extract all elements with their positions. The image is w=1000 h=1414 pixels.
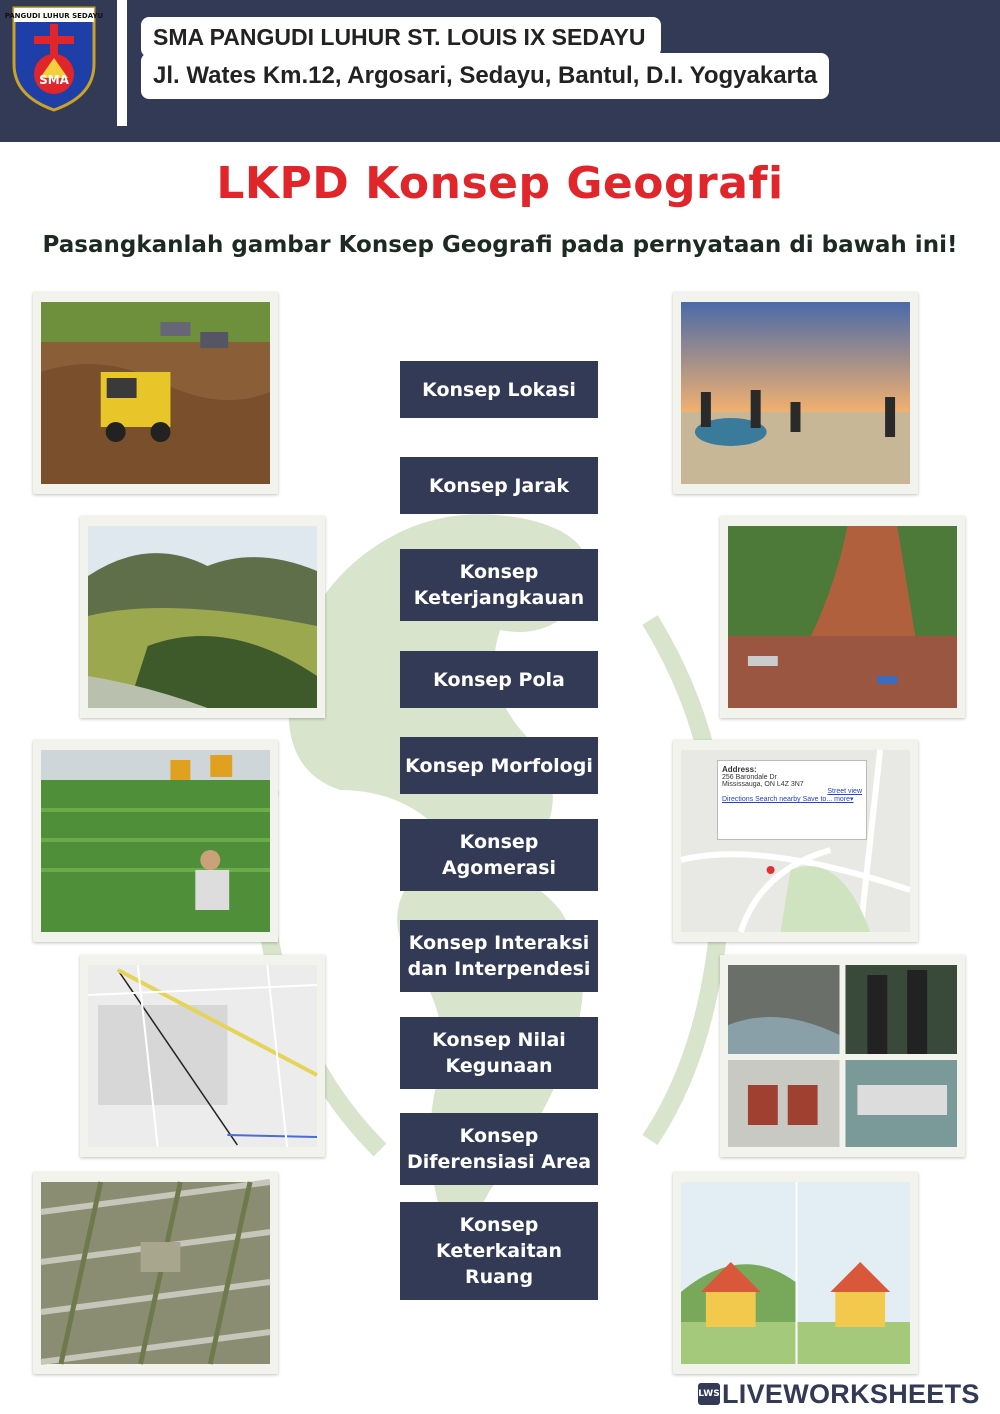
concept-keterjangkauan-button[interactable]: Konsep Keterjangkauan: [400, 549, 598, 621]
header-divider: [117, 0, 127, 126]
concept-interaksi-button[interactable]: Konsep Interaksi dan Interpendesi: [400, 920, 598, 992]
concept-aglomerasi-button[interactable]: Konsep Agomerasi: [400, 819, 598, 891]
concept-nilai-kegunaan-button[interactable]: Konsep Nilai Kegunaan: [400, 1017, 598, 1089]
logo-center-text: SMA: [39, 73, 69, 87]
concept-jarak-button[interactable]: Konsep Jarak: [400, 457, 598, 514]
map-address-card: [717, 760, 867, 840]
photo-aerial-housing[interactable]: [33, 1172, 278, 1374]
photo-landslide[interactable]: [720, 516, 965, 718]
map-card-line2: Mississauga, ON L4Z 3N7: [722, 781, 804, 788]
map-search-nearby-link[interactable]: Search nearby: [755, 796, 801, 803]
photo-google-map[interactable]: [673, 740, 918, 942]
photo-beach-fishermen[interactable]: [673, 292, 918, 494]
map-directions-link[interactable]: Directions: [722, 796, 754, 803]
header-banner: [0, 0, 1000, 142]
photo-mountain-valley[interactable]: [80, 516, 325, 718]
map-card-line1: 256 Barondale Dr: [722, 774, 777, 781]
instruction-text: Pasangkanlah gambar Konsep Geografi pada pernyataan di bawah ini!: [42, 232, 958, 258]
photo-house-illustration[interactable]: [673, 1172, 918, 1374]
page-title: LKPD Konsep Geografi: [216, 158, 784, 209]
school-name: SMA PANGUDI LUHUR ST. LOUIS IX SEDAYU: [141, 17, 661, 57]
photo-city-collage[interactable]: [720, 955, 965, 1157]
map-card-title: Address:: [722, 765, 757, 774]
liveworksheets-logo-icon: LWS: [698, 1383, 720, 1405]
school-logo-icon: [4, 4, 104, 114]
concept-keterkaitan-ruang-button[interactable]: Konsep Keterkaitan Ruang: [400, 1202, 598, 1300]
map-street-view-link[interactable]: Street view: [827, 788, 862, 795]
concept-morfologi-button[interactable]: Konsep Morfologi: [400, 737, 598, 794]
photo-green-field[interactable]: [33, 740, 278, 942]
map-more-link[interactable]: more▾: [834, 796, 854, 803]
photo-muddy-road[interactable]: [33, 292, 278, 494]
concept-pola-button[interactable]: Konsep Pola: [400, 651, 598, 708]
liveworksheets-text: LIVEWORKSHEETS: [722, 1378, 980, 1409]
logo-top-text: PANGUDI LUHUR SEDAYU: [4, 12, 104, 20]
concept-lokasi-button[interactable]: Konsep Lokasi: [400, 361, 598, 418]
photo-street-map[interactable]: [80, 955, 325, 1157]
liveworksheets-brand: [698, 1378, 980, 1409]
map-save-to-link[interactable]: Save to...: [802, 796, 833, 803]
school-address: Jl. Wates Km.12, Argosari, Sedayu, Bantul, D.I. Yogyakarta: [141, 53, 829, 99]
concept-diferensiasi-area-button[interactable]: Konsep Diferensiasi Area: [400, 1113, 598, 1185]
